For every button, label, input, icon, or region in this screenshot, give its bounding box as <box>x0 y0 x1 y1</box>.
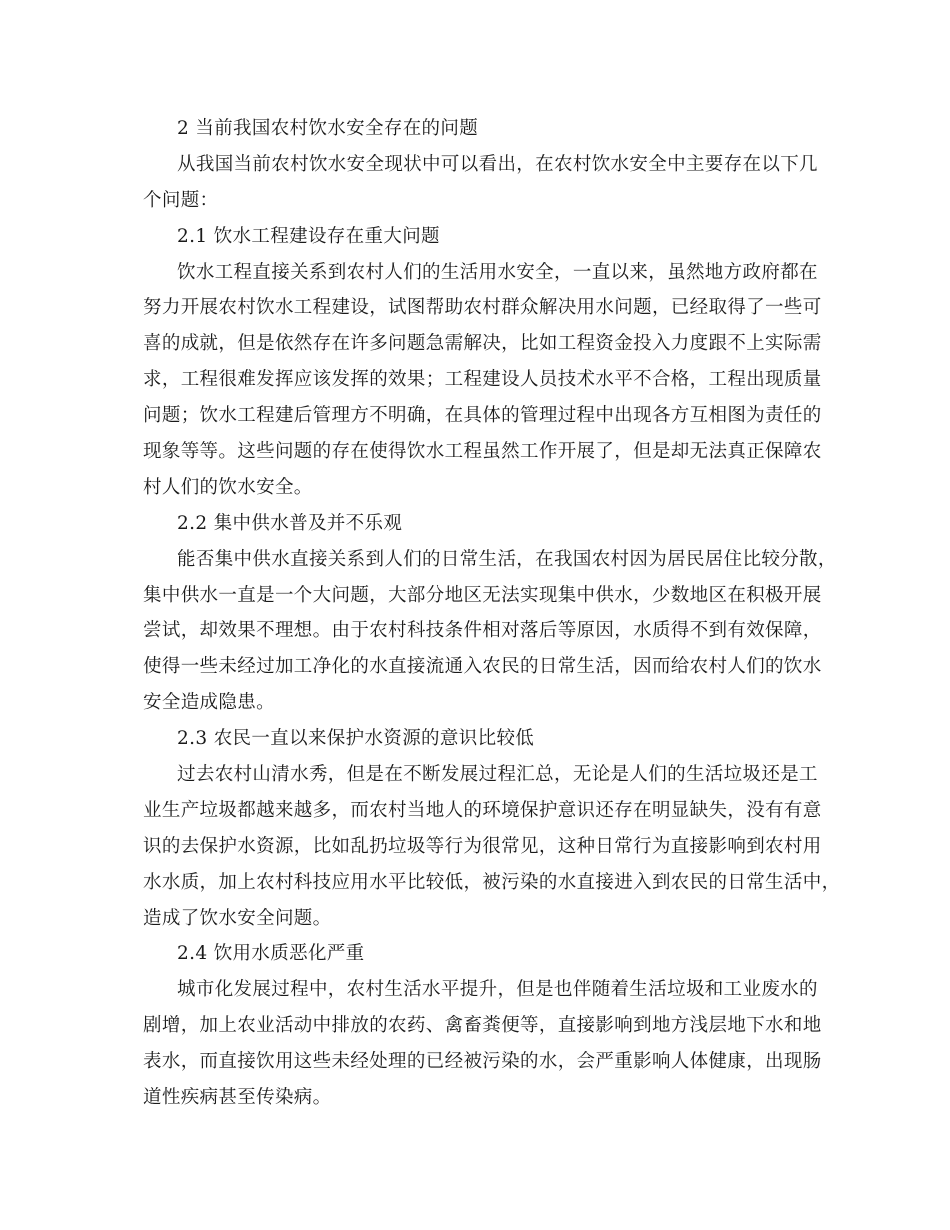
paragraph-line: 道性疾病甚至传染病。 <box>143 1087 332 1109</box>
paragraph-line: 造成了饮水安全问题。 <box>143 907 332 929</box>
subsection-2-3 <box>143 721 841 936</box>
paragraph-line: 求，工程很难发挥应该发挥的效果；工程建设人员技术水平不合格，工程出现质量 <box>143 369 822 391</box>
paragraph-line: 安全造成隐患。 <box>143 692 275 714</box>
subsection-heading: 2.2 集中供水普及并不乐观 <box>177 512 403 534</box>
paragraph-line: 村人们的饮水安全。 <box>143 476 313 498</box>
subsection-2-1 <box>143 219 822 506</box>
paragraph-line: 能否集中供水直接关系到人们的日常生活，在我国农村因为居民居住比较分散， <box>177 548 837 570</box>
paragraph-line: 使得一些未经过加工净化的水直接流通入农民的日常生活，因而给农村人们的饮水 <box>143 656 822 678</box>
paragraph-line: 识的去保护水资源，比如乱扔垃圾等行为很常见，这种日常行为直接影响到农村用 <box>143 835 822 857</box>
subsection-heading: 2.1 饮水工程建设存在重大问题 <box>177 225 440 247</box>
paragraph-line: 饮水工程直接关系到农村人们的生活用水安全，一直以来，虽然地方政府都在 <box>177 261 818 283</box>
paragraph-line: 剧增，加上农业活动中排放的农药、禽畜粪便等，直接影响到地方浅层地下水和地 <box>143 1015 822 1037</box>
paragraph-line: 表水，而直接饮用这些未经处理的已经被污染的水，会严重影响人体健康，出现肠 <box>143 1051 822 1073</box>
intro-line: 从我国当前农村饮水安全现状中可以看出，在农村饮水安全中主要存在以下几 <box>177 153 818 175</box>
subsection-heading: 2.4 饮用水质恶化严重 <box>177 943 365 965</box>
subsection-heading: 2.3 农民一直以来保护水资源的意识比较低 <box>177 728 535 750</box>
intro-line: 个问题： <box>143 189 219 211</box>
paragraph-line: 现象等等。这些问题的存在使得饮水工程虽然工作开展了，但是却无法真正保障农 <box>143 441 822 463</box>
paragraph-line: 尝试，却效果不理想。由于农村科技条件相对落后等原因，水质得不到有效保障， <box>143 620 822 642</box>
paragraph-line: 努力开展农村饮水工程建设，试图帮助农村群众解决用水问题，已经取得了一些可 <box>143 297 822 319</box>
paragraph-line: 喜的成就，但是依然存在许多问题急需解决，比如工程资金投入力度跟不上实际需 <box>143 333 822 355</box>
subsection-2-2 <box>143 506 837 721</box>
paragraph-line: 业生产垃圾都越来越多，而农村当地人的环境保护意识还存在明显缺失，没有有意 <box>143 799 822 821</box>
paragraph-line: 过去农村山清水秀，但是在不断发展过程汇总，无论是人们的生活垃圾还是工 <box>177 764 818 786</box>
paragraph-line: 集中供水一直是一个大问题，大部分地区无法实现集中供水，少数地区在积极开展 <box>143 584 822 606</box>
section-heading: 2 当前我国农村饮水安全存在的问题 <box>177 118 479 139</box>
paragraph-line: 水水质，加上农村科技应用水平比较低，被污染的水直接进入到农民的日常生活中， <box>143 871 841 893</box>
section-2 <box>143 111 817 219</box>
document-body <box>143 111 841 1116</box>
paragraph-line: 问题；饮水工程建后管理方不明确，在具体的管理过程中出现各方互相图为责任的 <box>143 405 822 427</box>
paragraph-line: 城市化发展过程中，农村生活水平提升，但是也伴随着生活垃圾和工业废水的 <box>177 979 818 1001</box>
subsection-2-4 <box>143 936 822 1115</box>
